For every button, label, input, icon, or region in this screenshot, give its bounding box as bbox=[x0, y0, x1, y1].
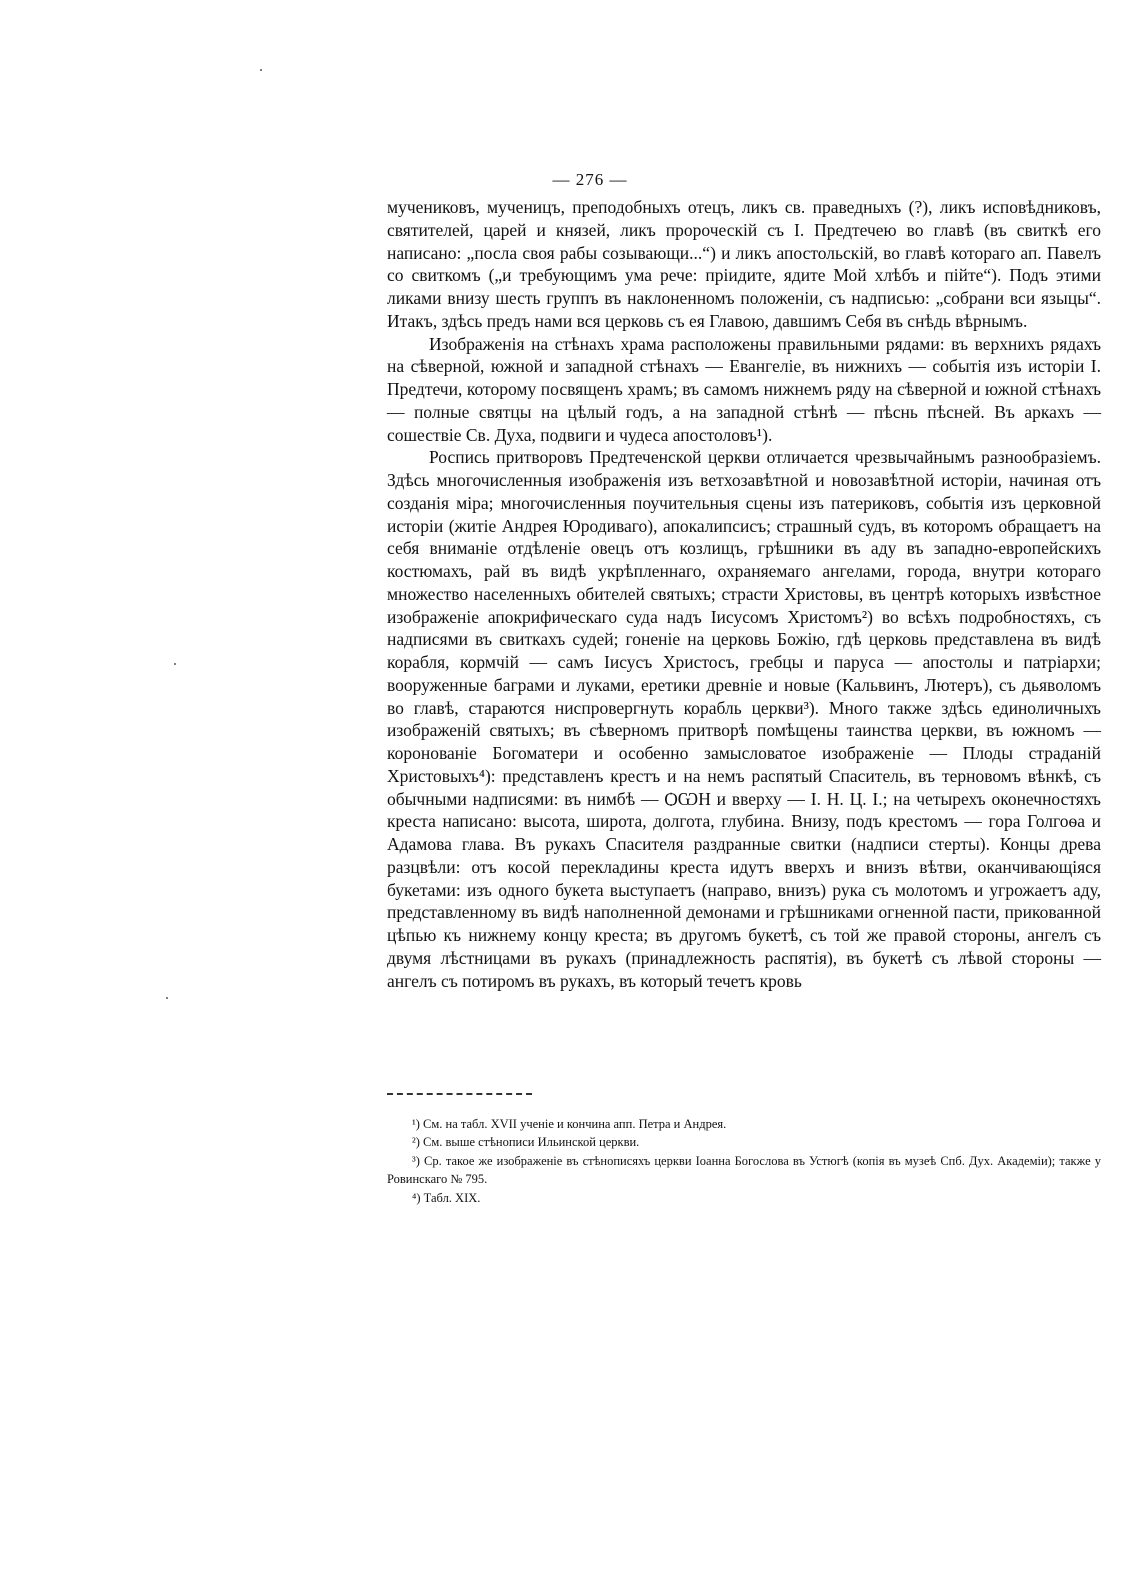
body-text bbox=[387, 196, 1101, 992]
footnote-separator bbox=[387, 1093, 532, 1095]
footnote: ²) См. выше стѣнописи Ильинской церкви. bbox=[412, 1135, 640, 1150]
page-number: — 276 — bbox=[552, 170, 628, 189]
footnote: ⁴) Табл. XIX. bbox=[412, 1190, 481, 1205]
paragraph: мучениковъ, мученицъ, преподобныхъ отецъ, ликъ св. праведныхъ (?), ликъ исповѣдниковъ, святителей, царей и князей, ликъ пророческій съ І. Предтечею во главѣ (въ свиткѣ его написано: „посла своя рабы созывающи...“) и ликъ апостольскій, во главѣ котораго ап. Павелъ со свиткомъ („и требующимъ ума рече: пріидите, ядите Мой хлѣбъ и пійте“). Подъ этими ликами внизу шесть группъ въ наклоненномъ положеніи, съ надписью: „собрани вси языцы“. Итакъ, здѣсь предъ нами вся церковь съ ея Главою, давшимъ Себя въ снѣдь вѣрнымъ. bbox=[387, 197, 1101, 331]
paragraph: Роспись притворовъ Предтеченской церкви отличается чрезвычайнымъ разнообразіемъ. Здѣсь многочисленныя изображенія изъ ветхозавѣтной и новозавѣтной исторіи, начиная отъ созданія міра; многочисленныя поучительныя сцены изъ патериковъ, событія изъ церковной исторіи (житіе Андрея Юродиваго), апокалипсисъ; страшный судъ, въ которомъ обращаетъ на себя вниманіе отдѣленіе овецъ отъ козлищъ, грѣшники въ аду въ западно-европейскихъ костюмахъ, рай въ видѣ укрѣпленнаго, охраняемаго ангелами, города, внутри котораго множество населенныхъ обителей святыхъ; страсти Христовы, въ центрѣ которыхъ извѣстное изображеніе апокрифическаго суда надъ Іисусомъ Христомъ²) во всѣхъ подробностяхъ, съ надписями въ свиткахъ судей; гоненіе на церковь Божію, гдѣ церковь представлена въ видѣ корабля, кормчій — самъ Іисусъ Христосъ, гребцы и паруса — апостолы и патріархи; вооруженные баграми и луками, еретики древніе и новые (Кальвинъ, Лютеръ), съ дьяволомъ во главѣ, стараются ниспровергнуть корабль церкви³). Много также здѣсь единоличныхъ изображеній святыхъ; въ сѣверномъ притворѣ помѣщены таинства церкви, въ южномъ — коронованіе Богоматери и особенно замысловатое изображеніе — Плоды страданій Христовыхъ⁴): представленъ крестъ и на немъ распятый Спаситель, въ терновомъ вѣнкѣ, съ обычными надписями: въ нимбѣ — ѺѠН и вверху — І. Н. Ц. І.; на четырехъ оконечностяхъ креста написано: высота, широта, долгота, глубина. Внизу, подъ крестомъ — гора Голгоѳа и Адамова глава. Въ рукахъ Спасителя раздранные свитки (надписи стерты). Концы древа разцвѣли: отъ косой перекладины креста идутъ вверхъ и внизъ вѣтви, оканчивающіяся букетами: изъ одного букета выступаетъ (направо, внизъ) рука съ молотомъ и угрожаетъ аду, представленному въ видѣ наполненной демонами и грѣшниками огненной пасти, прикованной цѣпью къ нижнему концу креста; въ другомъ букетѣ, съ той же правой стороны, ангелъ съ двумя лѣстницами въ рукахъ (принадлежность распятія), въ букетѣ съ лѣвой стороны — ангелъ съ потиромъ въ рукахъ, въ который течетъ кровь bbox=[387, 447, 1101, 991]
footnote: ¹) См. на табл. XVII ученіе и кончина апп. Петра и Андрея. bbox=[412, 1117, 727, 1131]
scan-speck bbox=[260, 69, 262, 71]
scan-speck bbox=[166, 997, 168, 999]
footnotes bbox=[387, 1115, 1101, 1207]
footnote: ³) Ср. такое же изображеніе въ стѣнописяхъ церкви Іоанна Богослова въ Устюгѣ (копія въ музеѣ Спб. Дух. Академіи); также у Ровинскаго № 795. bbox=[387, 1153, 1101, 1187]
paragraph: Изображенія на стѣнахъ храма расположены правильными рядами: въ верхнихъ рядахъ на сѣверной, южной и западной стѣнахъ — Евангеліе, въ нижнихъ — событія изъ исторіи І. Предтечи, которому посвященъ храмъ; въ самомъ нижнемъ ряду на сѣверной и южной стѣнахъ — полные святцы на цѣлый годъ, а на западной стѣнѣ — пѣснь пѣсней. Въ аркахъ — сошествіе Св. Духа, подвиги и чудеса апостоловъ¹). bbox=[387, 333, 1101, 445]
scan-speck bbox=[174, 663, 176, 665]
